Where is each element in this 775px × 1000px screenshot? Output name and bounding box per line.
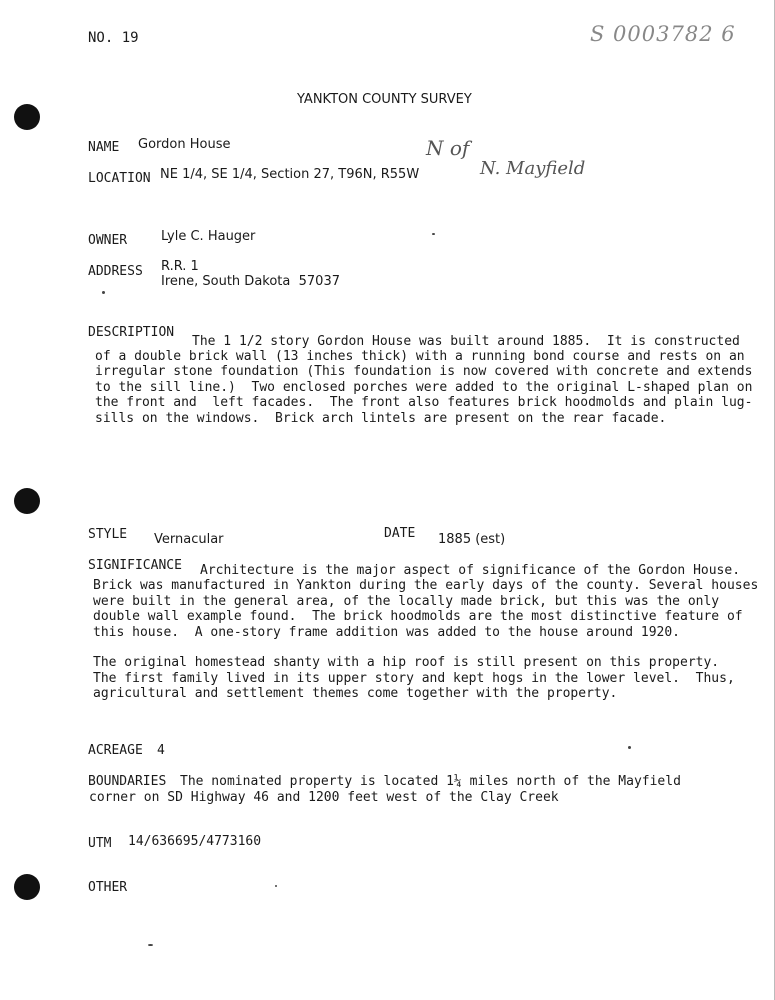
speck xyxy=(102,291,105,294)
style-value: Vernacular xyxy=(154,532,224,547)
date-value: 1885 (est) xyxy=(438,532,506,547)
description-line: the front and left facades. The front also features brick hoodmolds and plain lug- xyxy=(95,395,753,410)
handwritten-catalog-id: S 0003782 6 xyxy=(590,22,736,46)
page-title: YANKTON COUNTY SURVEY xyxy=(297,92,472,107)
handwritten-note-location: N. Mayfield xyxy=(480,158,586,179)
document-number: NO. 19 xyxy=(88,30,139,46)
name-value: Gordon House xyxy=(138,137,231,152)
significance-line: The first family lived in its upper story and kept hogs in the lower level. Thus, xyxy=(93,671,735,686)
significance-line: this house. A one-story frame addition was added to the house around 1920. xyxy=(93,625,680,640)
significance-line: were built in the general area, of the locally made brick, but this was the only xyxy=(93,594,720,609)
utm-label: UTM xyxy=(88,836,112,851)
significance-line: agricultural and settlement themes come together with the property. xyxy=(93,686,618,701)
boundaries-label: BOUNDARIES xyxy=(88,774,167,789)
significance-line: Brick was manufactured in Yankton during the early days of the county. Several houses xyxy=(93,578,759,593)
address-label: ADDRESS xyxy=(88,264,143,279)
speck xyxy=(628,746,631,749)
name-label: NAME xyxy=(88,140,120,155)
significance-line: Architecture is the major aspect of significance of the Gordon House. xyxy=(200,563,741,578)
address-line-2: Irene, South Dakota 57037 xyxy=(161,274,340,289)
description-label: DESCRIPTION xyxy=(88,325,175,340)
boundaries-line: The nominated property is located 1¼ miles north of the Mayfield xyxy=(180,774,681,789)
punch-hole-top xyxy=(14,104,40,130)
speck xyxy=(148,944,153,946)
location-label: LOCATION xyxy=(88,171,151,186)
description-line: irregular stone foundation (This foundation is now covered with concrete and extends xyxy=(95,364,753,379)
speck xyxy=(432,233,435,235)
owner-value: Lyle C. Hauger xyxy=(161,229,256,244)
location-value: NE 1/4, SE 1/4, Section 27, T96N, R55W xyxy=(160,167,420,182)
punch-hole-bottom xyxy=(14,874,40,900)
description-line: The 1 1/2 story Gordon House was built around 1885. It is constructed xyxy=(192,334,740,349)
significance-label: SIGNIFICANCE xyxy=(88,558,182,573)
handwritten-note-name: N of xyxy=(426,136,470,160)
utm-value: 14/636695/4773160 xyxy=(128,834,262,849)
owner-label: OWNER xyxy=(88,233,128,248)
description-line: of a double brick wall (13 inches thick) with a running bond course and rests on an xyxy=(95,349,745,364)
description-line: to the sill line.) Two enclosed porches were added to the original L-shaped plan on xyxy=(95,380,753,395)
other-label: OTHER xyxy=(88,880,128,895)
punch-hole-middle xyxy=(14,488,40,514)
date-label: DATE xyxy=(384,526,416,541)
description-line: sills on the windows. Brick arch lintels are present on the rear facade. xyxy=(95,411,667,426)
address-line-1: R.R. 1 xyxy=(161,259,199,274)
speck xyxy=(275,885,277,887)
boundaries-line: corner on SD Highway 46 and 1200 feet west of the Clay Creek xyxy=(89,790,559,805)
acreage-label: ACREAGE xyxy=(88,743,143,758)
acreage-value: 4 xyxy=(157,743,165,758)
significance-line: double wall example found. The brick hoodmolds are the most distinctive feature of xyxy=(93,609,743,624)
significance-line: The original homestead shanty with a hip roof is still present on this property. xyxy=(93,655,720,670)
style-label: STYLE xyxy=(88,527,128,542)
